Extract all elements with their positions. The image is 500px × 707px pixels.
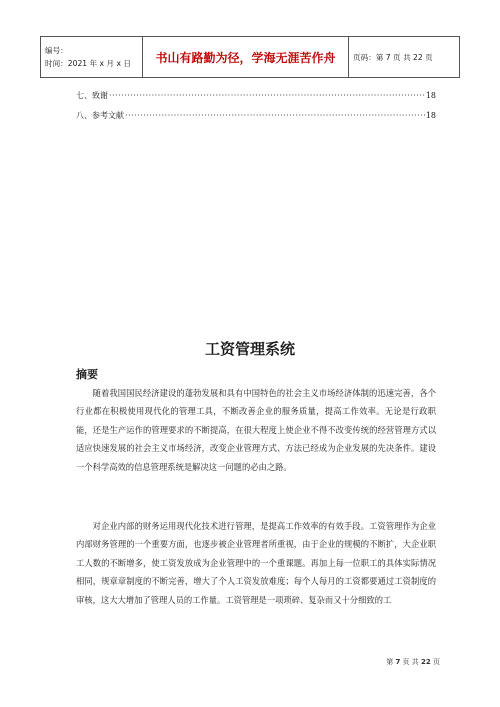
header-meta [41,37,143,77]
page-number-label: 页码：第 7 页 共 22 页 [353,52,433,62]
header-page-info [349,37,459,77]
toc-entry-page: 18 [425,111,436,120]
toc-entry-title: 八、参考文献 [76,111,124,120]
footer-middle: 页 共 [402,658,419,666]
header-motto [143,37,349,77]
footer-prefix: 第 [386,658,394,666]
document-time-label: 时间：2021 年 x 月 x 日 [45,59,131,68]
toc-entry-page: 18 [425,91,436,100]
motto-text: 书山有路勤为径，学海无涯苦作舟 [155,50,336,65]
toc-entry[interactable] [76,110,436,121]
toc-entry-title: 七、致谢 [76,91,108,100]
footer-current-page: 7 [395,658,401,666]
footer-suffix: 页 [433,658,440,666]
body-paragraph: 随着我国国民经济建设的蓬勃发展和具有中国特色的社会主义市场经济体制的迅速完善，各个行业都在积极使用现代化的管理工具，不断改善企业的服务质量，提高工作效率。无论是行政职能，还是生产运作的管理要求的不断提高，在很大程度上使企业不得不改变传统的经营管理方式以适应快速发展的社会主义市场经济，改变企业管理方式、方法已经成为企业发展的先决条件。建设一个科学高效的信息管理系统是解决这一问题的必由之路。 [76,388,436,472]
footer-total-pages: 22 [421,658,431,666]
toc-leader-dots [109,91,425,100]
toc-entry[interactable] [76,90,436,101]
abstract-heading: 摘要 [76,368,98,381]
body-paragraph: 对企业内部的财务运用现代化技术进行管理，是提高工作效率的有效手段。工资管理作为企业内部财务管理的一个重要方面，也逐步被企业管理者所重视，由于企业的规模的不断扩，大企业职工人数的不断增多，使工资发放成为企业管理中的一个重课题。再加上每一位职工的具体实际情况相同，规章章制度的不断完善，增大了个人工资发放难度；每个人每月的工资都要通过工资制度的审核，这大大增加了管理人员的工作量。工资管理是一项琐碎、复杂而又十分细致的工 [76,521,436,605]
toc-leader-dots [125,111,425,120]
page-header [40,36,460,78]
document-title: 工资管理系统 [204,340,295,358]
page-footer [386,657,440,667]
document-number-label: 编号： [45,46,68,55]
